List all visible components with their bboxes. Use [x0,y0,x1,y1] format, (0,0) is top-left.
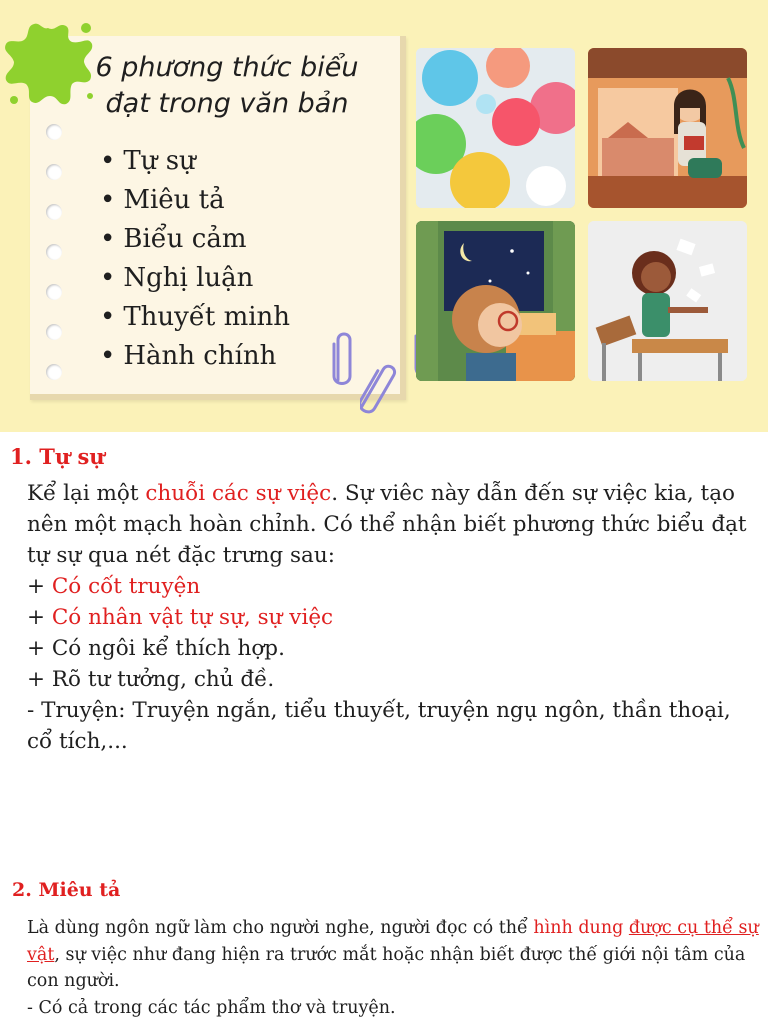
highlight-text: hình dung [533,918,624,938]
banner-title-line2: đạt trong văn bản [105,88,349,119]
section-heading-mieu-ta: 2. Miêu tả [12,879,121,901]
plus-marker: + [27,605,52,630]
list-item: • Miêu tả [100,181,290,220]
text-span: Là dùng ngôn ngữ làm cho người nghe, người đọc có thể [27,918,534,938]
section-body-mieu-ta [27,915,762,1021]
list-item: • Thuyết minh [100,298,290,337]
watercolor-paints-image [416,48,575,208]
list-item: • Hành chính [100,337,290,376]
list-item: • Tự sự [100,142,290,181]
highlight-text: chuỗi các sự việc [145,481,332,506]
text-span: , sự việc như đang hiện ra trước mắt hoặc nhận biết được thế giới nội tâm của con người. [27,944,746,991]
binder-hole [46,284,62,300]
section-body-tu-su [27,478,762,757]
paperclip-icon [330,326,358,390]
highlight-text: Có nhân vật tự sự, sự việc [51,605,334,630]
binder-hole [46,164,62,180]
intro-paragraph [27,478,762,571]
plus-marker: + [27,574,52,599]
section-heading-tu-su: 1. Tự sự [10,444,105,469]
child-studying-image [416,221,575,381]
highlight-text: Có cốt truyện [51,574,201,599]
list-item [27,602,762,633]
paperclip-icon [360,352,400,422]
text-span: Kể lại một [27,481,146,506]
banner [0,0,768,432]
list-item: + Có ngôi kể thích hợp. [27,636,285,661]
highlight-text: được cụ thể sự vật [27,918,759,965]
list-item: - Truyện: Truyện ngắn, tiểu thuyết, truyện ngụ ngôn, thần thoại, cổ tích,... [27,698,731,754]
text-span: . Sự viêc này dẫn đến sự việc kia, tạo nên một mạch hoàn chỉnh. Có thể nhận biết phương thức biểu đạt tự sự qua nét đặc trưng sau: [27,481,747,568]
list-item: - Có cả trong các tác phẩm thơ và truyện. [27,997,396,1018]
girl-reading-image [588,48,747,208]
list-item [27,571,762,602]
binder-hole [46,364,62,380]
intro-paragraph [27,915,762,995]
list-item: + Rõ tư tưởng, chủ đề. [27,667,275,692]
girl-at-desk-image [588,221,747,381]
methods-list [100,142,290,376]
binder-hole [46,204,62,220]
binder-hole [46,244,62,260]
banner-title-line1: 6 phương thức biểu [95,52,359,83]
list-item: • Nghị luận [100,259,290,298]
binder-hole [46,124,62,140]
list-item: • Biểu cảm [100,220,290,259]
banner-title [62,50,392,122]
binder-hole [46,324,62,340]
